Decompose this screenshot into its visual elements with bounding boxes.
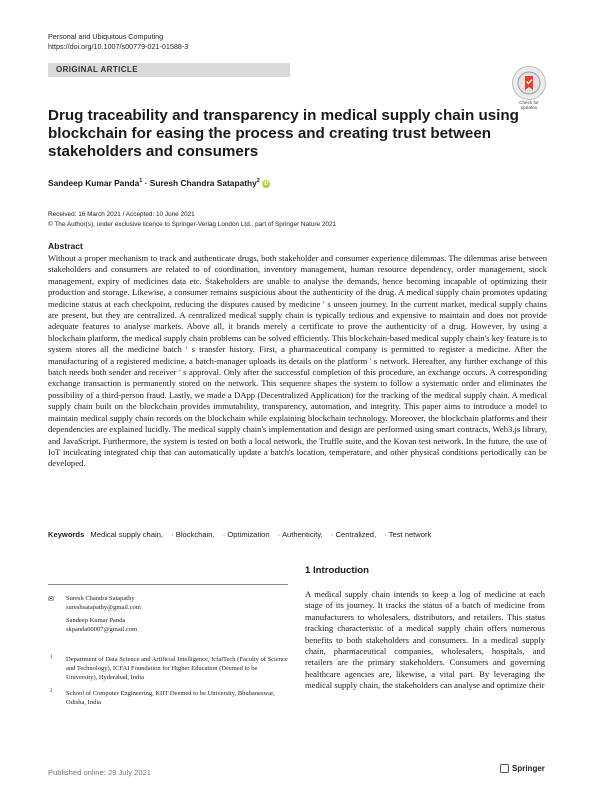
springer-horse-icon	[500, 764, 509, 773]
affiliation-text: Department of Data Science and Artificial Intelligence, IcfaiTech (Faculty of Science and Technology), ICFAI Foundation for Higher Education (Deemed to be University), Hyderabad, India	[66, 656, 288, 681]
author-line	[48, 178, 270, 188]
keyword: · Blockchain,	[171, 530, 215, 539]
orcid-icon[interactable]: iD	[263, 180, 269, 187]
check-for-updates-label: Check for updates	[519, 100, 539, 110]
affiliation-marker: 2	[256, 178, 260, 185]
affiliation-1	[48, 655, 288, 682]
corresponding-email[interactable]: skpanda00007@gmail.com	[66, 626, 138, 633]
publisher-logo	[500, 764, 545, 773]
keyword: · Optimization	[222, 530, 270, 539]
affiliation-text: School of Computer Engineering, KIIT Deemed to be University, Bhubaneswar, Odisha, India	[66, 690, 275, 706]
keywords-line	[48, 530, 548, 539]
footnote-divider	[48, 584, 288, 585]
paper-title: Drug traceability and transparency in medical supply chain using blockchain for easing the process and creating trust between stakeholders and consumers	[48, 107, 519, 160]
affiliation-marker: 1	[139, 178, 143, 185]
received-accepted: Received: 16 March 2021 / Accepted: 10 June 2021	[48, 211, 195, 218]
author-name[interactable]: Suresh Chandra Satapathy	[149, 178, 257, 188]
article-type-label: ORIGINAL ARTICLE	[56, 65, 138, 74]
affiliation-number: 1	[50, 655, 53, 660]
journal-name: Personal and Ubiquitous Computing	[48, 32, 164, 41]
author-name[interactable]: Sandeep Kumar Panda	[48, 178, 140, 188]
journal-header	[48, 32, 188, 52]
section-heading: 1 Introduction	[305, 565, 369, 576]
corresponding-name: Suresh Chandra Satapathy	[66, 595, 135, 602]
envelope-icon: ✉	[48, 595, 54, 603]
copyright-line: © The Author(s), under exclusive licence to Springer-Verlag London Ltd., part of Springer Nature 2021	[48, 220, 337, 228]
published-online: Published online: 29 July 2021	[48, 768, 152, 777]
doi-link[interactable]: https://doi.org/10.1007/s00779-021-01588-3	[48, 42, 189, 51]
keyword: · Test network	[384, 530, 432, 539]
abstract-heading: Abstract	[48, 241, 83, 251]
corresponding-authors	[48, 594, 288, 634]
check-for-updates-badge[interactable]	[512, 66, 546, 100]
bookmark-check-icon	[516, 70, 542, 96]
corresponding-name: Sandeep Kumar Panda	[66, 617, 126, 624]
affiliation-2	[48, 689, 288, 707]
article-dates	[48, 210, 336, 229]
keyword: Medical supply chain,	[90, 530, 164, 539]
affiliation-number: 2	[50, 689, 53, 694]
corresponding-email[interactable]: sureshsatapathy@gmail.com	[66, 604, 141, 611]
keyword: · Centralized,	[330, 530, 377, 539]
keywords-label: Keywords	[48, 530, 85, 539]
keyword: · Authenticity,	[277, 530, 323, 539]
introduction-text: A medical supply chain intends to keep a log of medicine at each stage of its journey. It tracks the status of a batch of medicine from manufacturers to wholesalers, distributors, and retailers. This status tracking characteristic of a medical supply chain offers numerous benefits to both stakeholders and consumers. In a medical supply chain, pharmaceutical companies, wholesalers, hospitals, and retailers are the primary stakeholders. Consumers and governing healthcare agencies are, likewise, a vital part. By leveraging the medical supply chain, the stakeholders can analyse and optimize their	[305, 589, 545, 691]
abstract-text: Without a proper mechanism to track and authenticate drugs, both stakeholder and consumer experience dilemmas. The dilemmas arise between stakeholders and consumers are related to of coordination, inventory management, human resource dependency, order management, stock management, expiry of medicines data etc. Stakeholders are unable to analyse the demands, hence becoming incapable of optimizing their production and storage. Likewise, a consumer remains suspicious about the authenticity of the drug. A medical supply chain promotes updating medicine status at each checkpoint, reducing the disputes caused by medicine ' s unseen journey. In the current market, medical supply chains are present, but they are centralized. A centralized medical supply chain is typically tedious and expensive to maintain and does not provide adequate features to analyse markets. Above all, it brands merely a certificate to prove the authenticity of a drug. However, by using a blockchain platform, the medical supply chain problems can be solved efficiently. This blockchain-based medical supply chain's key feature is to system stores all the medicine batch ' s transfer history. First, a pharmaceutical company is permitted to register a medicine. After the manufacturing of a registered medicine, a batch-manager uploads its details on the platform ' s network. Hereafter, any further exchange of this batch needs both sender and receiver ' s approval. Only after the successful completion of this procedure, an exchange occurs. A corresponding exchange transaction is permanently stored on the network. This sequence shapes the system to follow a systematic order and eliminates the possibility of a third-person fraud. Lastly, we made a DApp (Decentralized Application) for the tracking of the medical supply chain. A medical supply chain built on the blockchain provides immutability, transparency, automation, and integrity. This paper aims to introduce a model to maintain medical supply chain records on the blockchain while explaining blockchain technology. Moreover, the blockchain platforms and their dependencies are explained lucidly. The medical supply chain's implementation and design are performed using smart contracts, Web3.js library, and JavaScript. Furthermore, the system is tested on both a local network, the Truffle suite, and the Kovan test network. In the future, the use of IoT inculcating integrated chip that can automatically update a batch's location, temperature, and other physical conditions periodically can be developed.	[48, 253, 547, 469]
author-separator: ·	[142, 178, 150, 188]
publisher-name: Springer	[512, 764, 545, 773]
